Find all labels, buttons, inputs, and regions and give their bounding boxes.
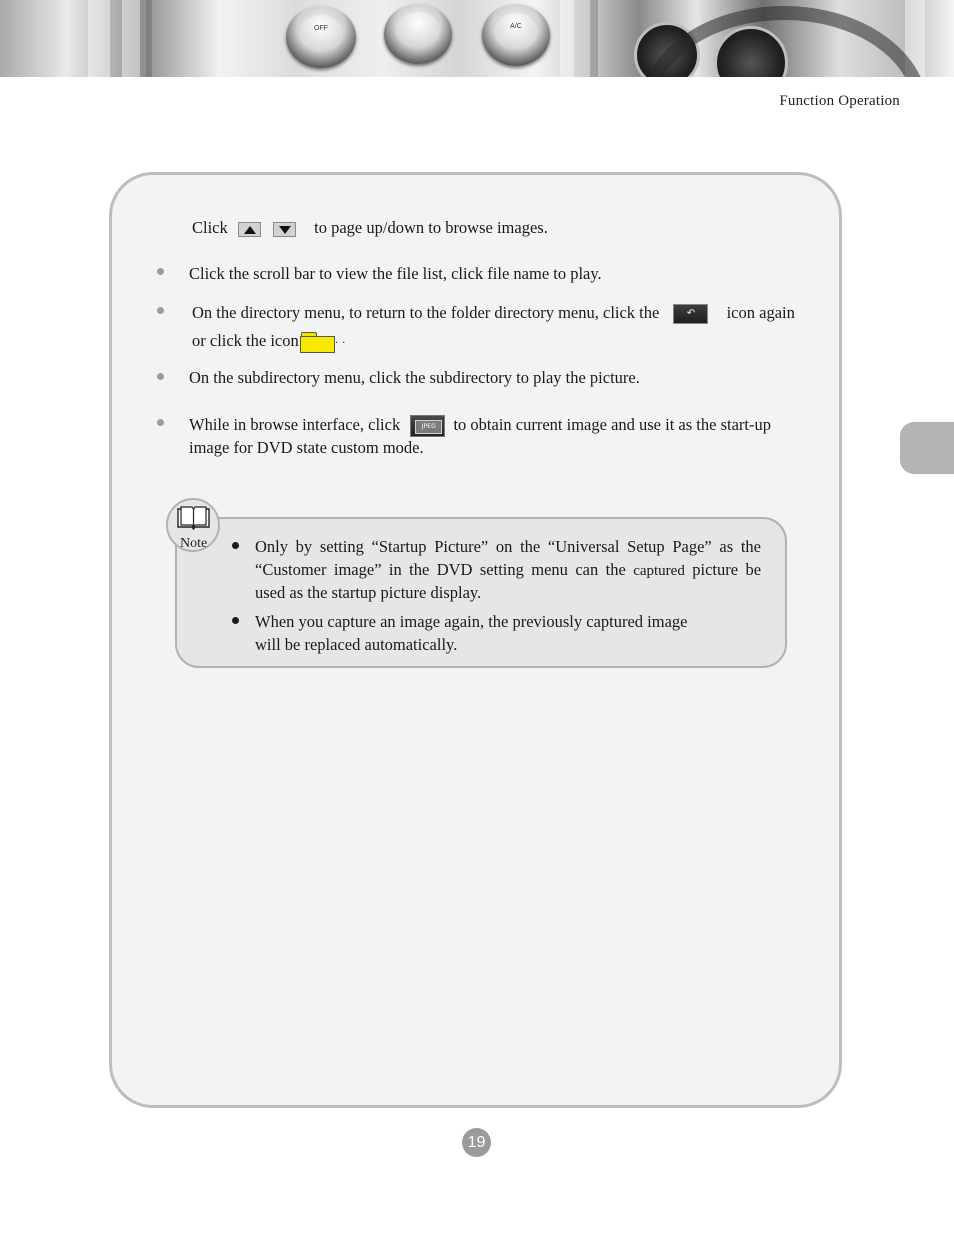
directory-text-suffix: icon again — [726, 303, 795, 322]
bullet-dot — [157, 419, 164, 426]
steering-wheel — [640, 6, 928, 77]
bullet-directory-line1 — [192, 301, 795, 324]
folder-text-suffix: · · — [334, 335, 346, 349]
jpeg-capture-icon: JPEG — [410, 415, 445, 437]
note-bullet-dot — [232, 617, 239, 624]
folder-icon — [300, 332, 333, 352]
dashboard-knob-right: A/C — [482, 4, 550, 66]
bullet-scroll-bar: Click the scroll bar to view the file list, click file name to play. — [189, 264, 602, 283]
paging-instruction — [192, 216, 548, 239]
folder-text: or click the icon — [192, 331, 299, 350]
page-number: 19 — [462, 1128, 491, 1157]
note-item-1-line3: used as the startup picture display. — [255, 583, 482, 602]
paging-suffix: to page up/down to browse images. — [314, 218, 548, 237]
note-item-2-line2: will be replaced automatically. — [255, 635, 458, 654]
note-item-1-line1: Only by setting “Startup Picture” on the “Universal Setup Page” as the — [255, 537, 761, 556]
note-bullet-dot — [232, 542, 239, 549]
section-title: Function Operation — [779, 93, 900, 109]
bullet-dot — [157, 268, 164, 275]
paging-prefix: Click — [192, 218, 228, 237]
capture-text-suffix: to obtain current image and use it as the start-up — [453, 415, 771, 434]
bullet-capture-line2: image for DVD state custom mode. — [189, 438, 424, 457]
bullet-dot — [157, 307, 164, 314]
back-icon: ↶ — [673, 304, 708, 324]
book-icon — [176, 506, 211, 530]
bullet-subdirectory: On the subdirectory menu, click the subdirectory to play the picture. — [189, 368, 640, 387]
bullet-dot — [157, 373, 164, 380]
note-item-2-line1: When you capture an image again, the previously captured image — [255, 612, 688, 631]
note-label: Note — [180, 536, 208, 551]
chapter-side-tab — [900, 422, 954, 474]
bullet-directory-line2 — [192, 329, 346, 354]
dashboard-knob-left: OFF — [286, 6, 356, 68]
note-item-1-line2: “Customer image” in the DVD setting menu can the captured picture be — [255, 560, 762, 579]
page-down-icon — [273, 222, 296, 237]
page-up-icon — [238, 222, 261, 237]
dashboard-knob-center — [384, 4, 452, 64]
directory-text: On the directory menu, to return to the folder directory menu, click the — [192, 303, 660, 322]
bullet-capture-line1 — [189, 413, 771, 437]
capture-text: While in browse interface, click — [189, 415, 401, 434]
header-banner — [0, 0, 954, 77]
